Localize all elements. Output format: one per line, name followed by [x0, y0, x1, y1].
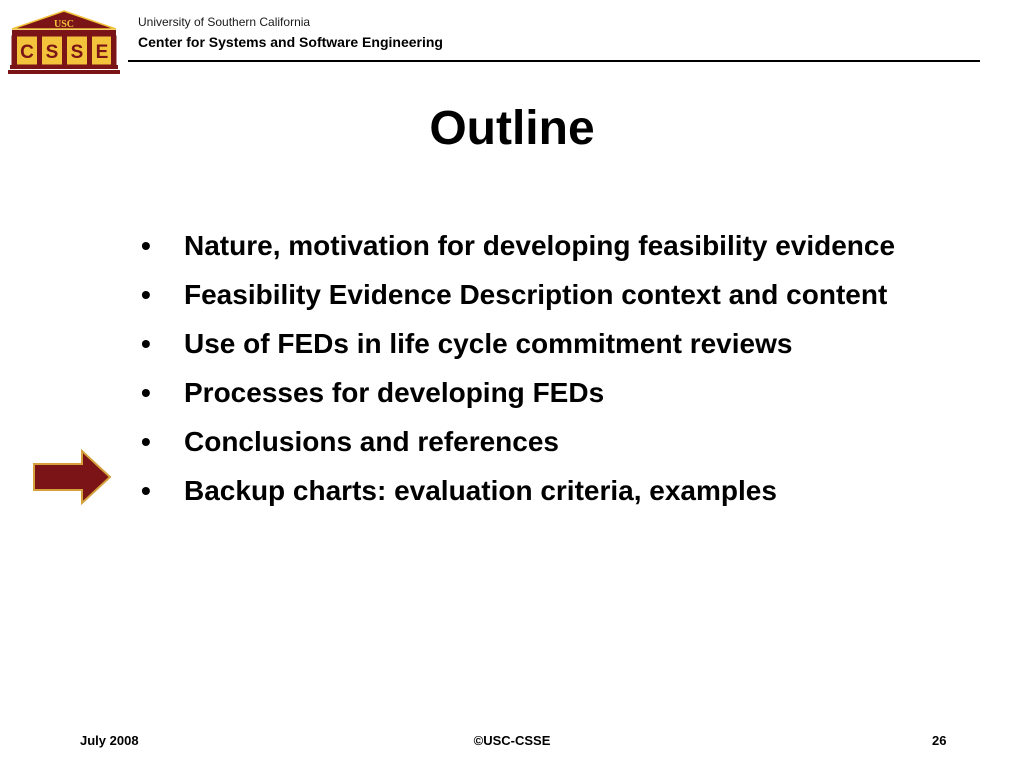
logo-letter: S — [45, 42, 59, 63]
bullet-icon: • — [141, 426, 151, 457]
usc-csse-logo — [8, 9, 120, 75]
list-item-text: Conclusions and references — [184, 426, 560, 457]
arrow-right-icon — [32, 448, 112, 506]
list-item-text: Use of FEDs in life cycle commitment reviews — [184, 328, 793, 359]
center-name: Center for Systems and Software Engineering — [138, 34, 443, 50]
list-item — [141, 225, 941, 266]
bullet-icon: • — [141, 230, 151, 261]
bullet-icon: • — [141, 475, 151, 506]
list-item-current — [141, 372, 941, 413]
university-name: University of Southern California — [138, 15, 311, 29]
list-item-text: Nature, motivation for developing feasibility evidence — [184, 230, 896, 261]
list-item — [141, 470, 941, 511]
logo-usc-text: USC — [53, 19, 75, 30]
footer-copyright: ©USC-CSSE — [473, 733, 551, 748]
list-item — [141, 421, 941, 462]
building-logo-icon — [8, 9, 120, 75]
list-item-text: Processes for developing FEDs — [184, 377, 605, 408]
list-item-text: Feasibility Evidence Description context and content — [184, 279, 888, 310]
header-text — [138, 14, 443, 52]
footer-date: July 2008 — [80, 733, 139, 748]
logo-letter: S — [70, 42, 84, 63]
header-divider — [128, 60, 980, 62]
bullet-icon: • — [141, 328, 151, 359]
outline-list — [141, 225, 941, 519]
bullet-icon: • — [141, 377, 151, 408]
list-item-text: Backup charts: evaluation criteria, examples — [184, 475, 777, 506]
slide-title: Outline — [429, 102, 595, 155]
list-item — [141, 323, 941, 364]
page-number: 26 — [932, 733, 947, 748]
logo-letter: C — [20, 42, 34, 63]
logo-letter: E — [95, 42, 109, 63]
bullet-icon: • — [141, 279, 151, 310]
list-item — [141, 274, 941, 315]
